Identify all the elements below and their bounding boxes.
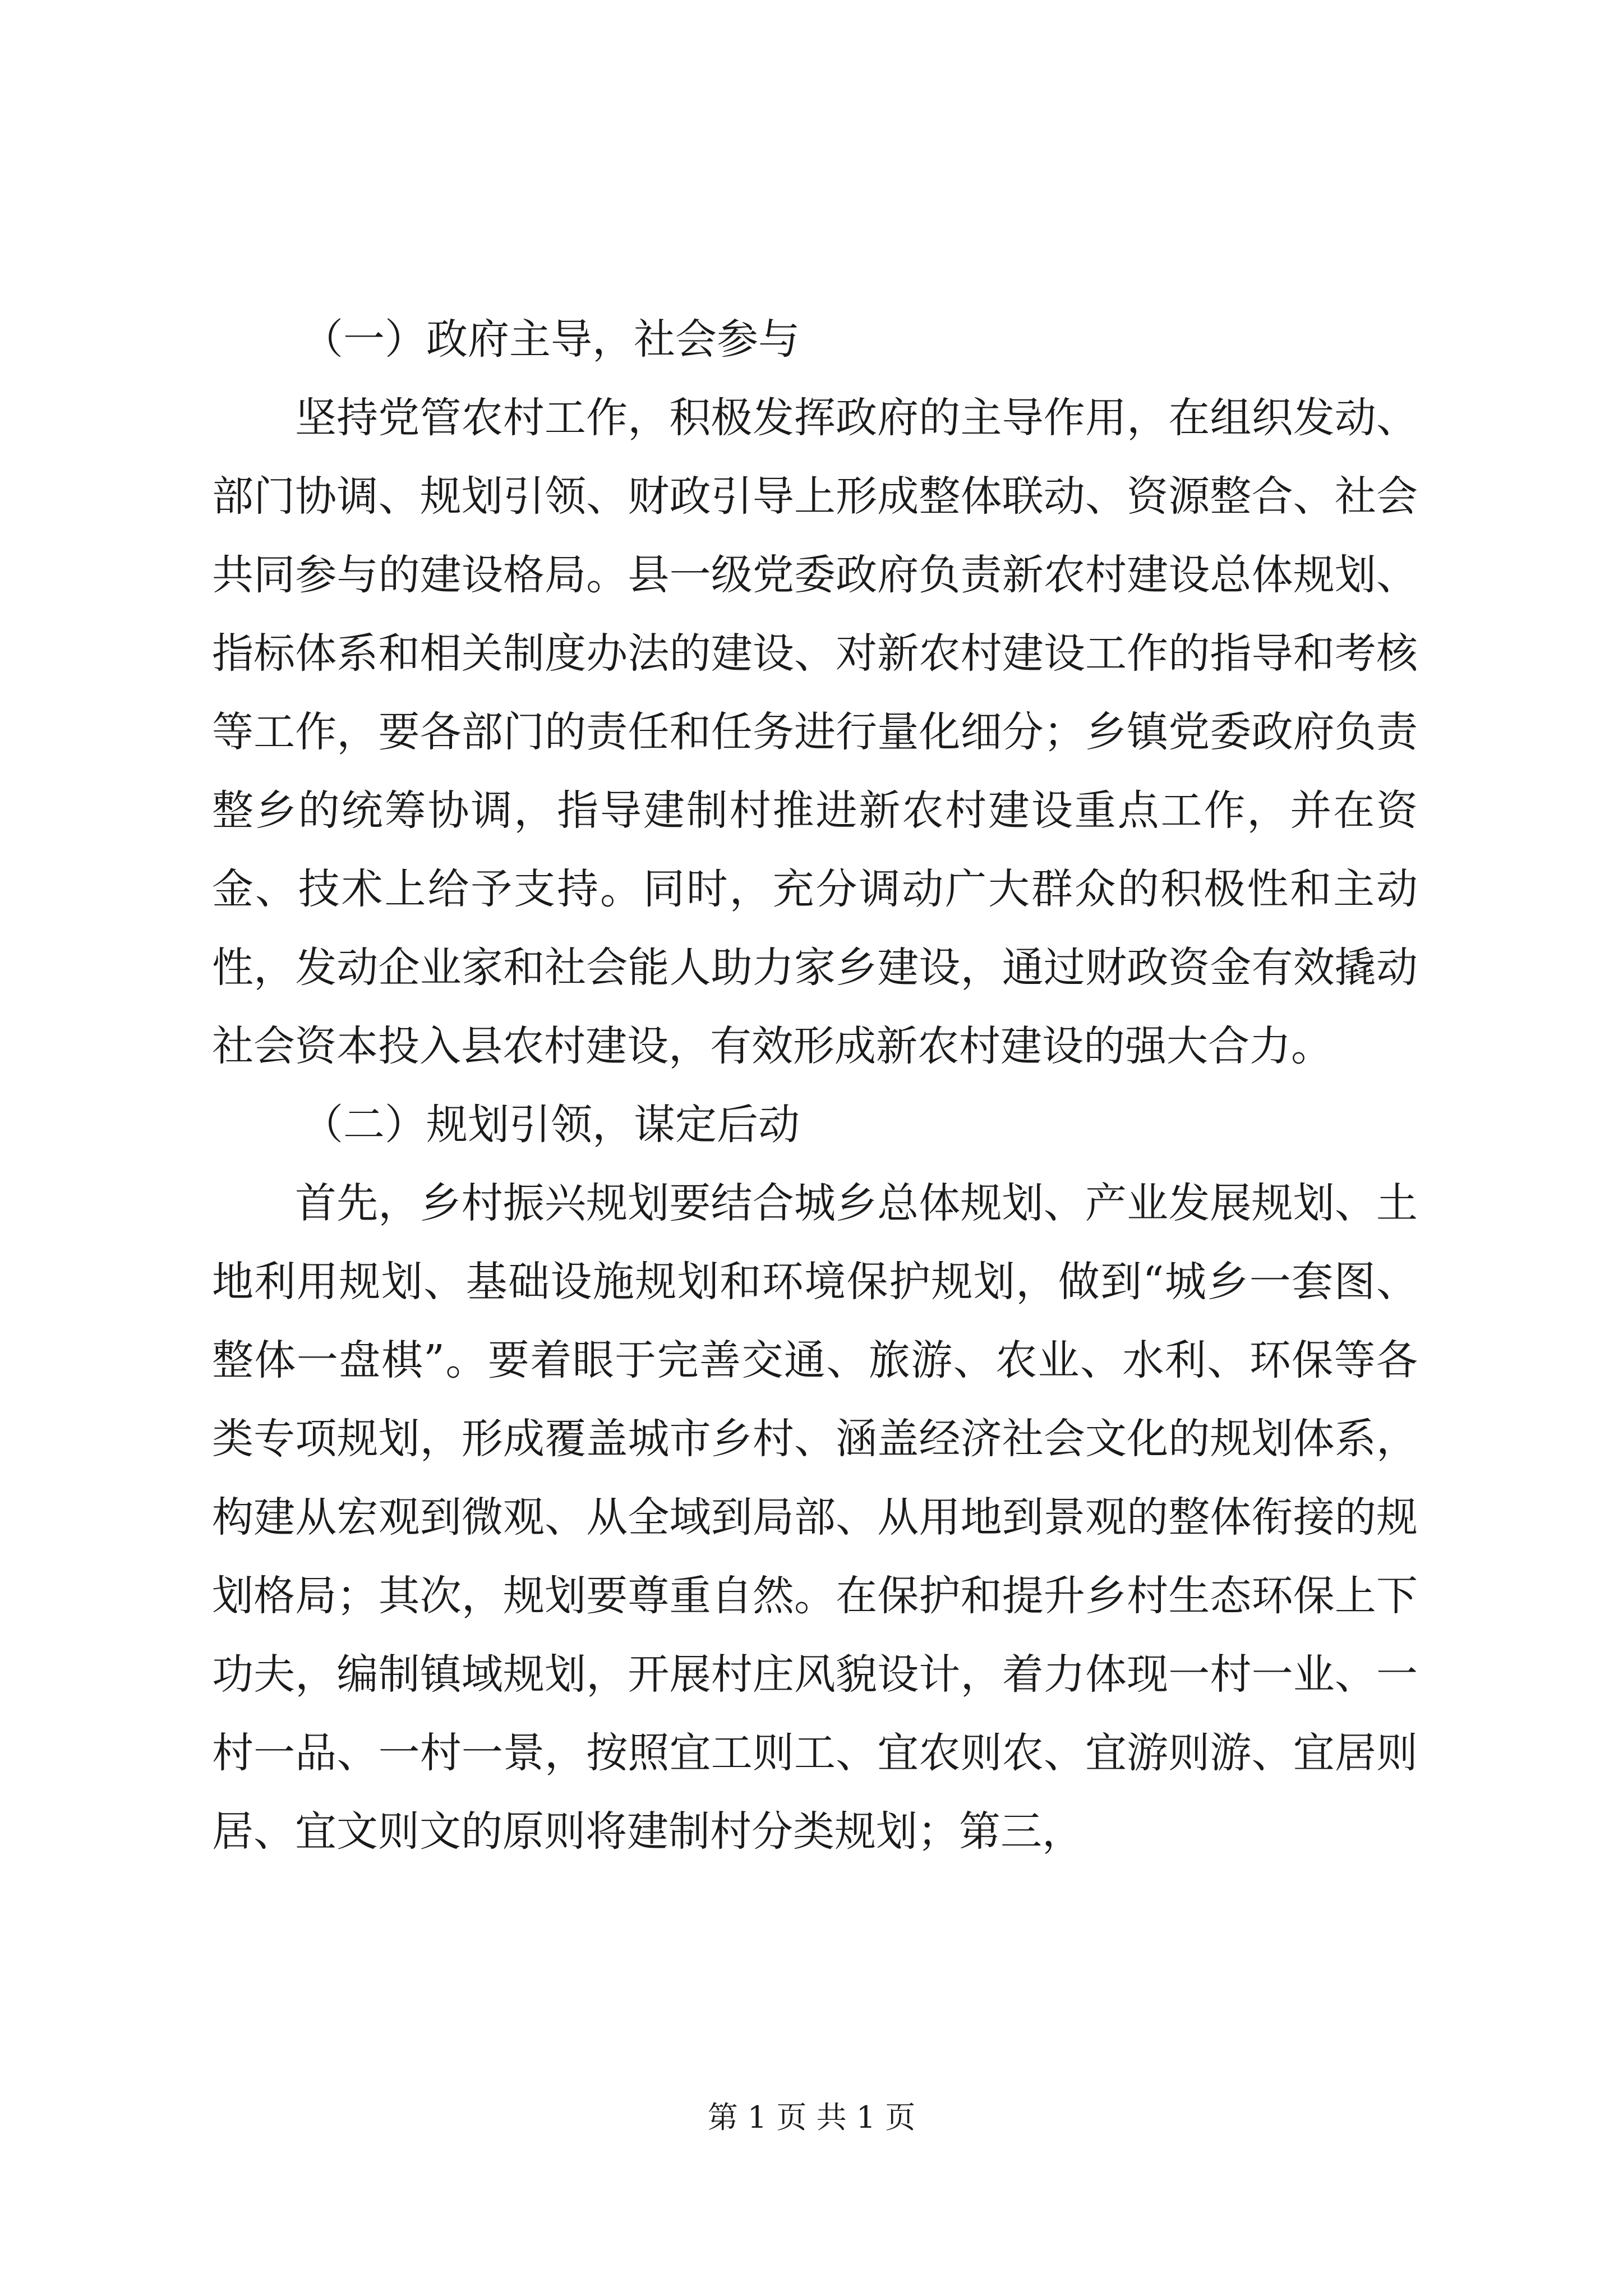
section-heading-1: （一）政府主导，社会参与: [302, 315, 800, 364]
section-paragraph-2: 首先，乡村振兴规划要结合城乡总体规划、产业发展规划、土地利用规划、基础设施规划和环境保护规划，做到“城乡一套图、整体一盘棋”。要着眼于完善交通、旅游、农业、水利、环保等各类专项规划，形成覆盖城市乡村、涵盖经济社会文化的规划体系，构建从宏观到微观、从全域到局部、从用地到景观的整体衔接的规划格局；其次，规划要尊重自然。在保护和提升乡村生态环保上下功夫，编制镇域规划，开展村庄风貌设计，着力体现一村一业、一村一品、一村一景，按照宜工则工、宜农则农、宜游则游、宜居则居、宜文则文的原则将建制村分类规划；第三，: [212, 1179, 1418, 1856]
section-heading-2: （二）规划引领，谋定后动: [302, 1101, 800, 1149]
page-footer: 第 1 页 共 1 页: [707, 2100, 916, 2135]
section-paragraph-1: 坚持党管农村工作，积极发挥政府的主导作用，在组织发动、部门协调、规划引领、财政引导上形成整体联动、资源整合、社会共同参与的建设格局。县一级党委政府负责新农村建设总体规划、指标体系和相关制度办法的建设、对新农村建设工作的指导和考核等工作，要各部门的责任和任务进行量化细分；乡镇党委政府负责整乡的统筹协调，指导建制村推进新农村建设重点工作，并在资金、技术上给予支持。同时，充分调动广大群众的积极性和主动性，发动企业家和社会能人助力家乡建设，通过财政资金有效撬动社会资本投入县农村建设，有效形成新农村建设的强大合力。: [212, 394, 1418, 1070]
document-body: [212, 300, 1418, 1871]
